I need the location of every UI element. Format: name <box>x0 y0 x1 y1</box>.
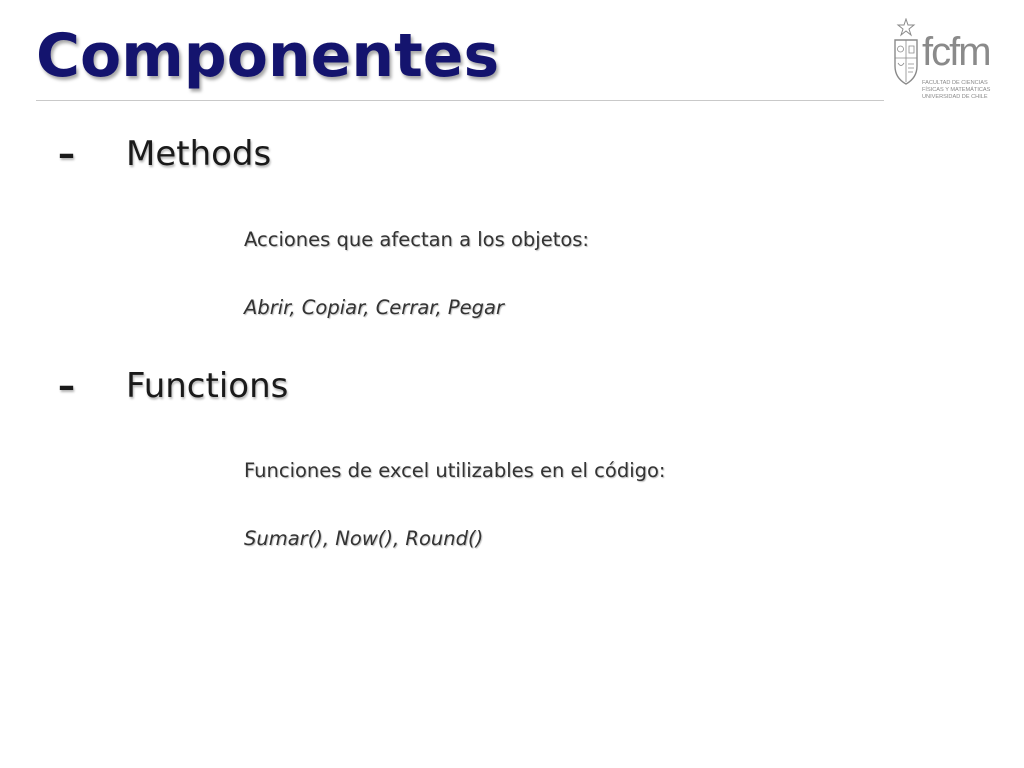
logo-subtitle-line: FÍSICAS Y MATEMÁTICAS <box>922 87 991 93</box>
section-examples: Abrir, Copiar, Cerrar, Pegar <box>244 296 505 319</box>
section-heading: Functions <box>126 366 289 406</box>
slide-title: Componentes <box>36 21 500 91</box>
section-methods <box>58 134 271 174</box>
logo-wordmark: fcfm <box>922 30 990 74</box>
section-description: Funciones de excel utilizables en el código: <box>244 459 666 482</box>
section-functions <box>58 366 288 406</box>
section-heading: Methods <box>126 134 272 174</box>
logo-subtitle-line: UNIVERSIDAD DE CHILE <box>922 94 988 100</box>
fcfm-logo <box>890 16 1000 104</box>
bullet-dash: – <box>58 134 75 174</box>
logo-subtitle <box>922 80 1002 101</box>
section-description: Acciones que afectan a los objetos: <box>244 228 590 251</box>
bullet-dash: – <box>58 366 75 406</box>
logo-subtitle-line: FACULTAD DE CIENCIAS <box>922 80 988 86</box>
title-divider <box>36 100 884 101</box>
university-shield-icon <box>892 18 920 88</box>
section-examples: Sumar(), Now(), Round() <box>244 527 484 550</box>
